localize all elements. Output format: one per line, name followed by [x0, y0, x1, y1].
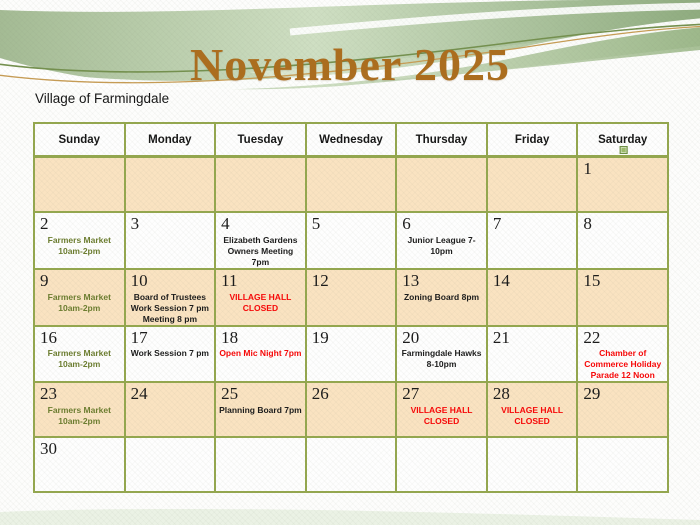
- day-cell-empty: [125, 437, 216, 492]
- day-number: 22: [583, 327, 601, 347]
- day-cell-18: [215, 326, 306, 383]
- day-number: 26: [311, 384, 329, 404]
- day-number: 4: [221, 214, 230, 233]
- day-cell-30: [34, 437, 125, 492]
- day-number: 25: [221, 384, 239, 404]
- day-number: 2: [40, 214, 49, 233]
- day-cell-17: [125, 326, 216, 383]
- day-cell-1: [577, 157, 668, 213]
- day-number: 15: [583, 270, 601, 290]
- day-cell-4: [215, 212, 306, 269]
- day-cell-empty: [306, 437, 397, 492]
- day-number: 1: [583, 159, 592, 178]
- day-cell-20: [396, 326, 487, 383]
- day-number: 13: [402, 270, 420, 290]
- day-number: 24: [130, 384, 148, 404]
- weekday-label: Sunday: [58, 133, 101, 146]
- week-row-5: [34, 382, 668, 437]
- day-cell-empty: [577, 437, 668, 492]
- day-cell-empty: [306, 157, 397, 213]
- day-cell-24: [125, 382, 216, 437]
- weekday-header-thursday: [396, 123, 487, 157]
- day-number: 27: [402, 384, 420, 404]
- day-number: 11: [221, 270, 238, 290]
- weekday-label: Friday: [514, 133, 550, 146]
- event-text: Planning Board 7pm: [219, 405, 302, 416]
- day-cell-empty: [34, 157, 125, 213]
- calendar: [33, 122, 669, 493]
- weekday-label: Tuesday: [237, 133, 284, 146]
- day-cell-15: [577, 269, 668, 326]
- day-cell-11: [215, 269, 306, 326]
- weekday-header-wednesday: [306, 123, 397, 157]
- day-number: 7: [492, 214, 502, 233]
- event-text: Junior League 7-10pm: [407, 234, 476, 256]
- week-row-6: [34, 437, 668, 492]
- day-cell-empty: [396, 437, 487, 492]
- day-number: 16: [40, 327, 57, 347]
- day-number: 3: [130, 214, 140, 233]
- event-text: Farmers Market 10am-2pm: [47, 234, 111, 256]
- day-cell-empty: [487, 437, 578, 492]
- weekday-header-friday: [487, 123, 578, 157]
- event-text: VILLAGE HALL CLOSED: [410, 405, 473, 427]
- day-cell-empty: [396, 157, 487, 213]
- day-number: 21: [492, 327, 510, 347]
- day-cell-10: [125, 269, 216, 326]
- day-cell-21: [487, 326, 578, 383]
- day-number: 8: [583, 214, 592, 233]
- day-number: 17: [130, 327, 148, 347]
- day-cell-empty: [215, 437, 306, 492]
- page-title: November 2025: [189, 39, 511, 90]
- day-cell-19: [306, 326, 397, 383]
- week-row-1: [34, 157, 668, 213]
- day-cell-23: [34, 382, 125, 437]
- day-number: 19: [311, 327, 329, 347]
- day-number: 18: [221, 327, 239, 347]
- day-cell-3: [125, 212, 216, 269]
- day-cell-empty: [487, 157, 578, 213]
- day-number: 14: [492, 270, 510, 290]
- day-cell-16: [34, 326, 125, 383]
- day-cell-6: [396, 212, 487, 269]
- weekday-label: Wednesday: [319, 133, 383, 146]
- day-cell-13: [396, 269, 487, 326]
- day-cell-7: [487, 212, 578, 269]
- event-text: Farmingdale Hawks 8-10pm: [401, 348, 482, 370]
- event-text: Elizabeth Gardens Owners Meeting 7pm: [223, 234, 298, 267]
- weekday-header-monday: [125, 123, 216, 157]
- day-number: 5: [311, 214, 321, 233]
- weekday-label: Saturday: [598, 133, 648, 146]
- day-number: 6: [402, 214, 411, 233]
- calendar-table: [33, 122, 669, 493]
- day-cell-empty: [215, 157, 306, 213]
- event-text: Farmers Market 10am-2pm: [47, 348, 111, 370]
- day-number: 10: [130, 270, 148, 290]
- week-row-2: [34, 212, 668, 269]
- day-cell-26: [306, 382, 397, 437]
- week-row-3: [34, 269, 668, 326]
- day-cell-2: [34, 212, 125, 269]
- day-cell-22: [577, 326, 668, 383]
- week-row-4: [34, 326, 668, 383]
- weekday-label: Monday: [148, 133, 192, 146]
- day-number: 29: [583, 384, 601, 404]
- day-number: 12: [311, 270, 329, 290]
- day-cell-5: [306, 212, 397, 269]
- bottom-swoosh-decoration: [0, 503, 700, 525]
- day-cell-empty: [125, 157, 216, 213]
- day-number: 28: [492, 384, 510, 404]
- day-number: 30: [40, 439, 57, 459]
- day-number: 9: [40, 270, 49, 290]
- day-cell-8: [577, 212, 668, 269]
- event-text: Zoning Board 8pm: [403, 291, 480, 302]
- day-cell-28: [487, 382, 578, 437]
- day-cell-25: [215, 382, 306, 437]
- day-cell-12: [306, 269, 397, 326]
- weekday-header-saturday: [577, 123, 668, 157]
- day-number: 23: [40, 384, 57, 404]
- day-cell-27: [396, 382, 487, 437]
- event-text: Farmers Market 10am-2pm: [47, 291, 111, 313]
- weekday-header-sunday: [34, 123, 125, 157]
- weekday-header-tuesday: [215, 123, 306, 157]
- event-text: Chamber of Commerce Holiday Parade 12 Noon: [584, 348, 662, 381]
- event-text: Farmers Market 10am-2pm: [47, 405, 111, 427]
- day-cell-9: [34, 269, 125, 326]
- event-text: Board of Trustees Work Session 7 pm Meeting 8 pm: [130, 291, 209, 324]
- weekday-label: Thursday: [415, 133, 468, 146]
- page-subtitle: Village of Farmingdale: [35, 91, 170, 106]
- day-cell-29: [577, 382, 668, 437]
- event-text: Work Session 7 pm: [130, 348, 209, 359]
- event-text: VILLAGE HALL CLOSED: [501, 405, 564, 427]
- saturday-marker-icon: [619, 146, 627, 154]
- weekday-header-row: [34, 123, 668, 157]
- event-text: Open Mic Night 7pm: [219, 348, 302, 359]
- day-number: 20: [402, 327, 420, 347]
- event-text: VILLAGE HALL CLOSED: [229, 291, 292, 313]
- day-cell-14: [487, 269, 578, 326]
